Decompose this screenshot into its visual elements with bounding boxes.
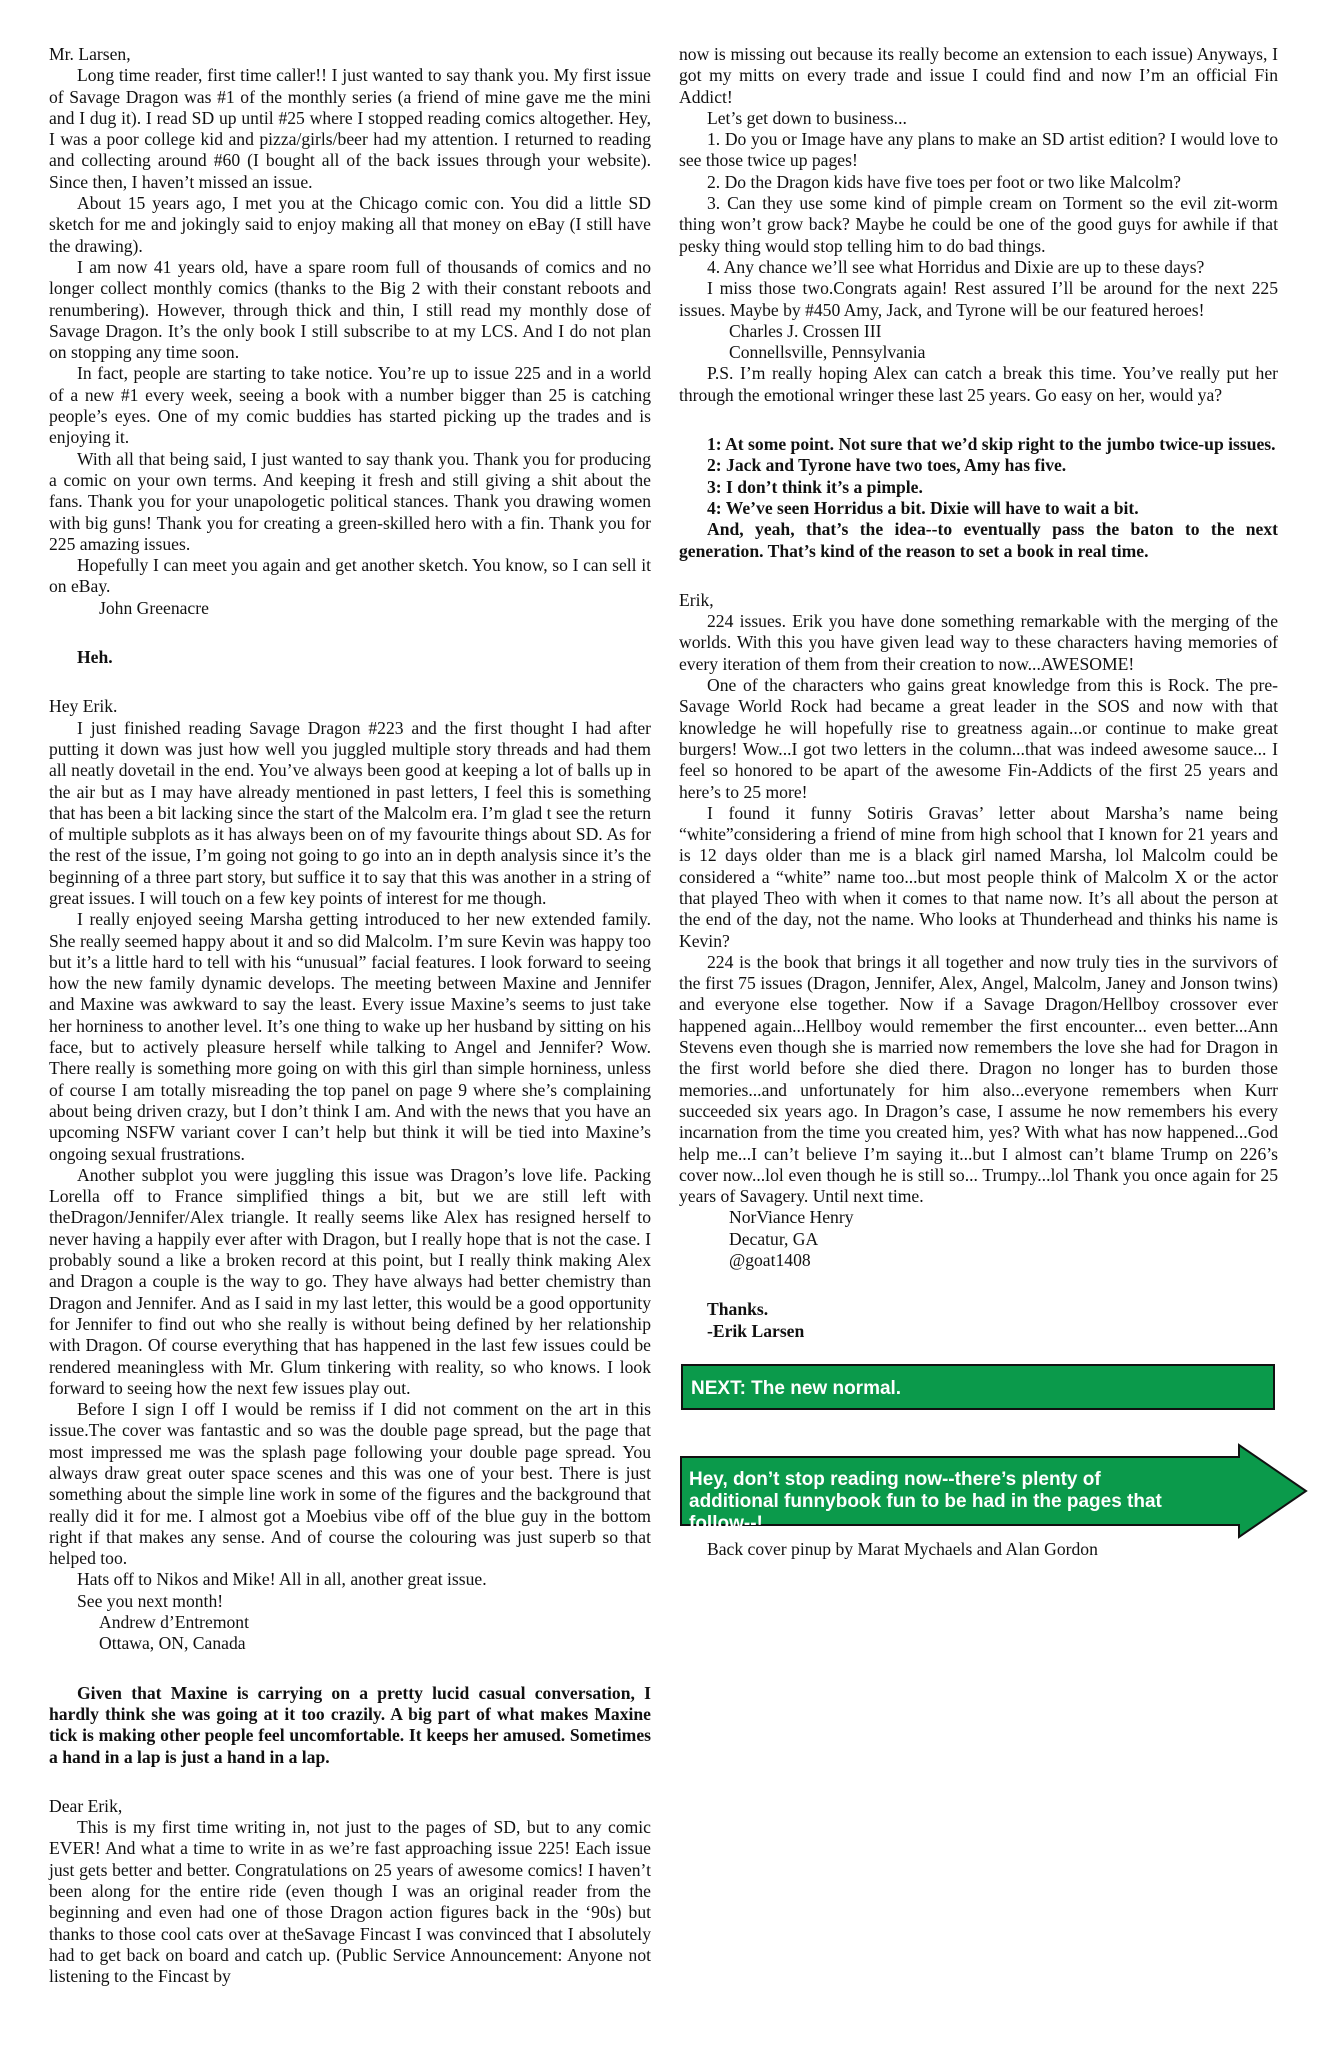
letter-postscript: P.S. I’m really hoping Alex can catch a break this time. You’ve really put her through the emotional wringer these last 25 years. Go easy on her, would ya? [679, 363, 1278, 405]
letter-signature: Charles J. Crossen III [729, 320, 882, 341]
letter-paragraph: 224 is the book that brings it all together and now truly ties in the survivors of the first 75 issues (Dragon, Jennifer, Alex, Angel, Malcolm, Janey and Jonson twins) and everyone else together. Now if a Savage Dragon/Hellboy crossover ever happened again...Hellboy would remember the first encounter... even better...Ann Stevens even though she is married now remembers the love she had for Dragon in the first world before she died there. Dragon no longer has to burden those memories...and unfortunately for him also...everyone remembers when Kurr succeeded six years ago. In Dragon’s case, I assume he now remembers his every incarnation from the time you created him, yes? With what has now happened...God help me...I can’t believe I’m saying it...but I almost can’t blame Trump on 226’s cover now...lol even though he is still so... Trumpy...lol Thank you once again for 25 years of Savagery. Until next time. [679, 951, 1278, 1207]
letter-paragraph: now is missing out because its really become an extension to each issue) Anyways, I got my mitts on every trade and issue I could find and now I’m an official Fin Addict! [679, 44, 1278, 107]
letter-paragraph: Let’s get down to business... [707, 107, 907, 128]
letter-paragraph: I really enjoyed seeing Marsha getting introduced to her new extended family. She really seemed happy about it and so did Malcolm. I’m sure Kevin was happy too but it’s a little hard to tell with his “unusual” facial features. I look forward to seeing how the new family dynamic develops. The meeting between Maxine and Jennifer and Maxine was awkward to say the least. Every issue Maxine’s seems to just take her horniness to another level. It’s one thing to wake up her husband by sitting on his face, but to actively pleasure herself while talking to Angel and Jennifer? Wow. There really is something more going on with this girl than simple horniness, unless of course I am totally misreading the top panel on page 9 where she’s complaining about being driven crazy, but I don’t think I am. And with the news that you have an upcoming NSFW variant cover I can’t help but think it will be tied into Maxine’s ongoing sexual frustrations. [49, 909, 651, 1164]
letter-paragraph: Hats off to Nikos and Mike! All in all, another great issue. [77, 1569, 487, 1590]
letter-paragraph: About 15 years ago, I met you at the Chicago comic con. You did a little SD sketch for me and jokingly said to enjoy making all that money on eBay (I still have the drawing). [49, 193, 651, 256]
cover-credit: Back cover pinup by Marat Mychaels and Alan Gordon [707, 1538, 1098, 1559]
letter-paragraph: I found it funny Sotiris Gravas’ letter about Marsha’s name being “white”considering a friend of mine from high school that I known for 21 years and is 12 days older than me is a black girl named Marsha, lol Malcolm could be considered a “white” name too...but most people think of Malcolm X or the actor that played Theo with when it comes to that name now. It’s all about the person at the end of the day, not the name. Who looks at Thunderhead and thinks his name is Kevin? [679, 802, 1278, 951]
letter-paragraph: 224 issues. Erik you have done something remarkable with the merging of the worlds. With this you have given lead way to these characters having memories of every iteration of them from their creation to now...AWESOME! [679, 611, 1278, 674]
left-column [49, 44, 651, 1988]
letter-paragraph: With all that being said, I just wanted to say thank you. Thank you for producing a comic on your own terms. And keeping it fresh and still giving a shit about the fans. Thank you for your unapologetic political stances. Thank you drawing women with big guns! Thank you for creating a green-skilled hero with a fin. Thank you for 225 amazing issues. [49, 448, 651, 554]
letter-paragraph: This is my first time writing in, not just to the pages of SD, but to any comic EVER! And what a time to write in as we’re fast approaching issue 225! Each issue just gets better and better. Congratulations on 25 years of awesome comics! I haven’t been along for the entire ride (even though I was an original reader from the beginning and even had one of those Dragon action figures back in the ‘90s) but thanks to those cool cats over at theSavage Fincast I was convinced that I absolutely had to get back on board and catch up. (Public Service Announcement: Anyone not listening to the Fincast by [49, 1817, 651, 1987]
letter-paragraph: I just finished reading Savage Dragon #223 and the first thought I had after putting it down was just how well you juggled multiple story threads and had them all neatly dovetail in the end. You’ve always been good at keeping a lot of balls up in the air but as I may have already mentioned in past letters, I feel this is something that has been a bit lacking since the start of the Malcolm era. I’m glad t see the return of multiple subplots as it has always been on of my favourite things about SD. As for the rest of the issue, I’m going not going to go into an in depth analysis since it’s the beginning of a three part story, but suffice it to say that this was another in a string of great issues. I will touch on a few key points of interest for me though. [49, 717, 651, 908]
editor-reply: Thanks. [707, 1299, 769, 1320]
editor-reply: 3: I don’t think it’s a pimple. [707, 476, 923, 497]
letter-signature: John Greenacre [99, 597, 209, 618]
letter-signature: NorViance Henry [729, 1207, 854, 1228]
letter-question: 3. Can they use some kind of pimple cream on Torment so the evil zit-worm thing won’t grow back? Maybe he could be one of the good guys for awhile if that pesky thing would stop telling him to do bad things. [679, 193, 1278, 256]
letter-paragraph: Long time reader, first time caller!! I just wanted to say thank you. My first issue of Savage Dragon was #1 of the monthly series (a friend of mine gave me the mini and I dug it). I read SD up until #25 where I stopped reading comics altogether. Hey, I was a poor college kid and pizza/girls/beer had my attention. I returned to reading and collecting around #60 (I bought all of the back issues through your website). Since then, I haven’t missed an issue. [49, 65, 651, 192]
letter-paragraph: I am now 41 years old, have a spare room full of thousands of comics and no longer collect monthly comics (thanks to the Big 2 with their constant reboots and renumbering). However, through thick and thin, I still read my monthly dose of Savage Dragon. It’s the only book I still subscribe to at my LCS. And I do not plan on stopping any time soon. [49, 256, 651, 363]
editor-reply: 2: Jack and Tyrone have two toes, Amy has five. [707, 455, 1067, 476]
letter-paragraph: One of the characters who gains great knowledge from this is Rock. The pre-Savage World Rock had became a great leader in the SOS and now with that knowledge he will hopefully rise to greatness again...or continue to make great burgers! Wow...I got two letters in the column...that was indeed awesome sauce... I feel so honored to be apart of the awesome Fin-Addicts of the first 25 years and here’s to 25 more! [679, 675, 1278, 802]
letter-signature: Andrew d’Entremont [99, 1612, 249, 1633]
letter-paragraph: Hopefully I can meet you again and get another sketch. You know, so I can sell it on eBay. [49, 555, 651, 597]
editor-reply: Given that Maxine is carrying on a pretty lucid casual conversation, I hardly think she was going at it too crazily. A big part of what makes Maxine tick is making other people feel uncomfortable. It keeps her amused. Sometimes a hand in a lap is just a hand in a lap. [49, 1682, 651, 1767]
letter-salutation: Erik, [679, 589, 714, 610]
letter-question: 2. Do the Dragon kids have five toes per foot or two like Malcolm? [707, 171, 1181, 192]
letter-paragraph: Before I sign I off I would be remiss if I did not comment on the art in this issue.The cover was fantastic and so was the double page spread, but the page that most impressed me was the splash page following your double page spread. You always draw great outer space scenes and this was one of your best. There is just something about the simple line work in some of the figures and the background that really did it for me. I almost got a Moebius vibe off of the blue guy in the bottom right if that makes any sense. And of course the colouring was just superb so that helped too. [49, 1399, 651, 1569]
letter-paragraph: Another subplot you were juggling this issue was Dragon’s love life. Packing Lorella off to France simplified things a bit, but we are still left with theDragon/Jennifer/Alex triangle. It really seems like Alex has resigned herself to never having a happily ever after with Dragon, but I really hope that is not the case. I probably sound a like a broken record at this point, but I really think making Alex and Dragon a couple is the way to go. They have always had better chemistry than Dragon and Jennifer. And as I said in my last letter, this would be a good opportunity for Jennifer to find out who she really is without being defined by her relationship with Dragon. Of course everything that has happened in the last few issues could be rendered meaningless with Mr. Glum tinkering with reality, so who knows. I look forward to seeing how the next few issues play out. [49, 1164, 651, 1398]
next-issue-box [681, 1364, 1275, 1410]
letter-paragraph: I miss those two.Congrats again! Rest assured I’ll be around for the next 225 issues. Maybe by #450 Amy, Jack, and Tyrone will be our featured heroes! [679, 278, 1278, 320]
letter-salutation: Hey Erik. [49, 696, 118, 717]
letter-location: Connellsville, Pennsylvania [729, 342, 926, 363]
letter-salutation: Mr. Larsen, [49, 44, 131, 64]
editor-reply: 4: We’ve seen Horridus a bit. Dixie will have to wait a bit. [707, 497, 1139, 518]
letter-question: 1. Do you or Image have any plans to make an SD artist edition? I would love to see those twice up pages! [679, 129, 1278, 171]
continue-reading-arrow [679, 1443, 1310, 1539]
letter-paragraph: In fact, people are starting to take notice. You’re up to issue 225 and in a world of a new #1 every week, seeing a book with a number bigger than 25 is catching people’s eyes. One of my comic buddies has started picking up the trades and is enjoying it. [49, 363, 651, 448]
letter-handle: @goat1408 [729, 1250, 811, 1271]
letter-location: Ottawa, ON, Canada [99, 1633, 246, 1654]
letter-question: 4. Any chance we’ll see what Horridus and Dixie are up to these days? [707, 256, 1205, 277]
letter-paragraph: See you next month! [77, 1590, 224, 1611]
right-column [679, 44, 1278, 1560]
editor-signature: -Erik Larsen [707, 1320, 805, 1341]
letter-salutation: Dear Erik, [49, 1795, 123, 1816]
editor-reply: 1: At some point. Not sure that we’d skip right to the jumbo twice-up issues. [707, 434, 1276, 455]
continue-reading-text: Hey, don’t stop reading now--there’s plenty of additional funnybook fun to be had in the pages that follow--! [689, 1468, 1162, 1534]
editor-reply: Heh. [77, 647, 113, 668]
letter-location: Decatur, GA [729, 1228, 819, 1249]
next-issue-label: NEXT: The new normal. [691, 1377, 902, 1399]
editor-reply: And, yeah, that’s the idea--to eventually pass the baton to the next generation. That’s kind of the reason to set a book in real time. [679, 519, 1278, 561]
